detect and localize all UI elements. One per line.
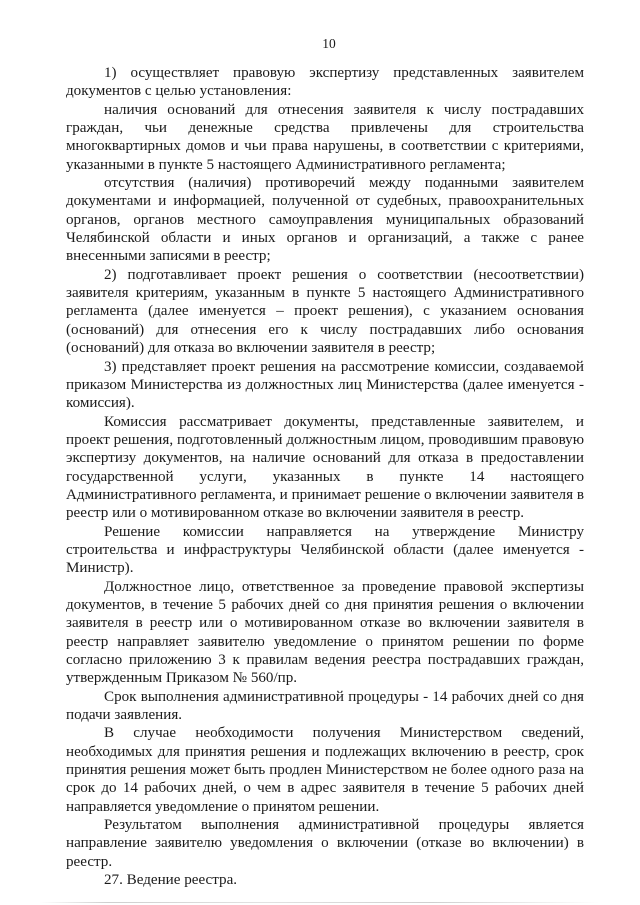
page-number: 10 <box>322 36 336 51</box>
paragraph-procedure-term: Срок выполнения административной процедуры - 14 рабочих дней со дня подачи заявления. <box>66 688 584 724</box>
paragraph-grounds-presence: наличия оснований для отнесения заявителя к числу пострадавших граждан, чьи денежные средства привлечены для строительства многоквартирных домов и чьи права нарушены, в соответствии с критериями, указанными в пункте 5 настоящего Административного регламента; <box>66 101 584 173</box>
paragraph-commission-review: Комиссия рассматривает документы, представленные заявителем, и проект решения, подготовленный должностным лицом, проводившим правовую экспертизу документов, на наличие оснований для отказа в предоставлении государственной услуги, указанных в пункте 14 настоящего Административного регламента, и принимает решение о включении заявителя в реестр или о мотивированном отказе во включении заявителя в реестр. <box>66 413 584 522</box>
scan-edge-artifact <box>40 902 600 903</box>
paragraph-commission-submission: 3) представляет проект решения на рассмотрение комиссии, создаваемой приказом Министерства из должностных лиц Министерства (далее именуется - комиссия). <box>66 358 584 412</box>
paragraph-draft-decision: 2) подготавливает проект решения о соответствии (несоответствии) заявителя критериям, указанным в пункте 5 настоящего Административного регламента (далее именуется – проект решения), с указанием основания (оснований) для отнесения его к числу пострадавших либо основания (оснований) для отказа во включении заявителя в реестр; <box>66 266 584 357</box>
paragraph-minister-approval: Решение комиссии направляется на утверждение Министру строительства и инфраструктуры Челябинской области (далее именуется - Министр). <box>66 523 584 577</box>
section-heading-registry: 27. Ведение реестра. <box>104 872 238 889</box>
paragraph-term-extension: В случае необходимости получения Министерством сведений, необходимых для принятия решения и подлежащих включению в реестр, срок принятия решения может быть продлен Министерством не более одного раза на срок до 14 рабочих дней, о чем в адрес заявителя в течение 5 рабочих дней направляется уведомление о принятом решении. <box>66 725 584 815</box>
paragraph-legal-expertise: 1) осуществляет правовую экспертизу представленных заявителем документов с целью установления: <box>66 65 584 100</box>
paragraph-contradictions-absence: отсутствия (наличия) противоречий между поданными заявителем документами и информацией, полученной от судебных, правоохранительных органов, органов местного самоуправления муниципальных образований Челябинской области и иных органов и организаций, а также с ранее внесенными записями в реестр; <box>66 175 584 265</box>
paragraph-procedure-result: Результатом выполнения административной процедуры является направление заявителю уведомления о включении (отказе во включении) в реестр. <box>66 817 584 870</box>
paragraph-notification: Должностное лицо, ответственное за проведение правовой экспертизы документов, в течение 5 рабочих дней со дня принятия решения о включении заявителя в реестр или о мотивированном отказе во включении заявителя в реестр направляет заявителю уведомление о принятом решении по форме согласно приложению 3 к правилам ведения реестра пострадавших граждан, утвержденным Приказом № 560/пр. <box>66 578 584 687</box>
